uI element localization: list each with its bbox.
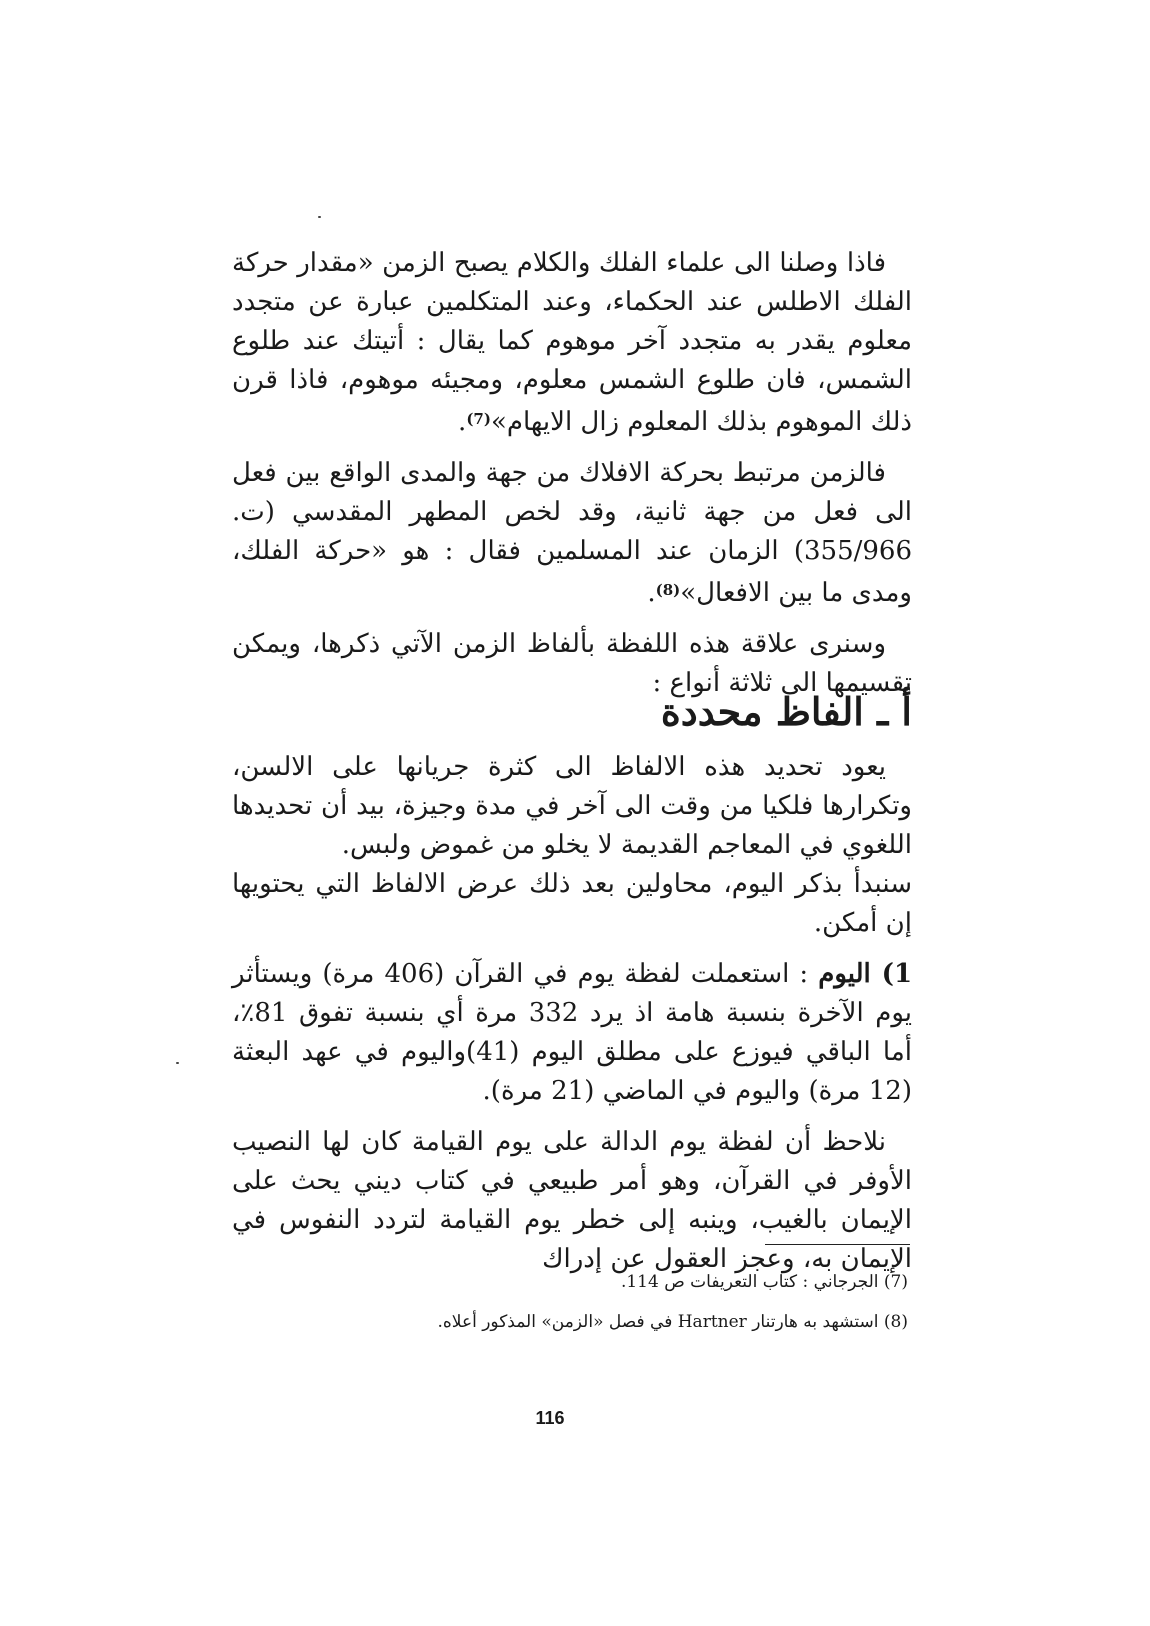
paragraph-text: سنبدأ بذكر اليوم، محاولين بعد ذلك عرض الالفاظ التي يحتويها إن أمكن.	[232, 869, 912, 938]
paragraph-1	[232, 244, 912, 442]
paragraph-5	[232, 865, 912, 943]
footnote-ref-8: (8)	[655, 581, 681, 599]
paragraph-tail: .	[647, 578, 656, 608]
scan-speck	[318, 216, 321, 218]
paragraph-text: فالزمن مرتبط بحركة الافلاك من جهة والمدى الواقع بين فعل الى فعل من جهة ثانية، وقد لخص المطهر المقدسي (ت. 355/966) الزمان عند المسلمين فقال : هو «حركة الفلك، ومدى ما بين الافعال»	[232, 458, 912, 608]
paragraph-text: نلاحظ أن لفظة يوم الدالة على يوم القيامة كان لها النصيب الأوفر في القرآن، وهو أمر طبيعي في كتاب ديني يحث على الإيمان بالغيب، وينبه إلى خطر يوم القيامة لتردد النفوس في الإيمان به، وعجز العقول عن إدراك	[232, 1127, 912, 1274]
footnote-8: (8) استشهد به هارتنار Hartner في فصل «الزمن» المذكور أعلاه.	[437, 1312, 908, 1332]
paragraph-text: : استعملت لفظة يوم في القرآن (406 مرة) ويستأثر يوم الآخرة بنسبة هامة اذ يرد 332 مرة أي بنسبة تفوق 81٪، أما الباقي فيوزع على مطلق اليوم (41)واليوم في عهد البعثة (12 مرة) واليوم في الماضي (21 مرة).	[232, 959, 912, 1106]
body-text-bottom	[232, 748, 912, 1279]
term-label: 1) اليوم	[818, 959, 913, 989]
paragraph-text: وسنرى علاقة هذه اللفظة بألفاظ الزمن الآتي ذكرها، ويمكن تقسيمها الى ثلاثة أنواع :	[232, 629, 912, 698]
page-number: 116	[535, 1408, 565, 1428]
paragraph-text: فاذا وصلنا الى علماء الفلك والكلام يصبح الزمن «مقدار حركة الفلك الاطلس عند الحكماء، وعند المتكلمين عبارة عن متجدد معلوم يقدر به متجدد آخر موهوم كما يقال : أتيتك عند طلوع الشمس، فان طلوع الشمس معلوم، ومجيئه موهوم، فاذا قرن ذلك الموهوم بذلك المعلوم زال الايهام»	[232, 248, 912, 437]
paragraph-2	[232, 454, 912, 613]
paragraph-4	[232, 748, 912, 865]
footnote-divider	[765, 1244, 910, 1245]
body-text-top	[232, 244, 912, 703]
paragraph-text: يعود تحديد هذه الالفاظ الى كثرة جريانها على الالسن، وتكرارها فلكيا من وقت الى آخر في مدة وجيزة، بيد أن تحديدها اللغوي في المعاجم القديمة لا يخلو من غموض ولبس.	[232, 752, 912, 860]
scan-speck	[176, 1062, 179, 1064]
section-heading: أ ـ الفاظ محددة	[660, 689, 912, 734]
paragraph-6	[232, 955, 912, 1111]
footnote-ref-7: (7)	[466, 410, 491, 428]
paragraph-7	[232, 1123, 912, 1279]
paragraph-tail: .	[458, 407, 467, 437]
footnotes	[232, 1262, 908, 1342]
footnote-7: (7) الجرجاني : كتاب التعريفات ص 114.	[620, 1272, 908, 1292]
